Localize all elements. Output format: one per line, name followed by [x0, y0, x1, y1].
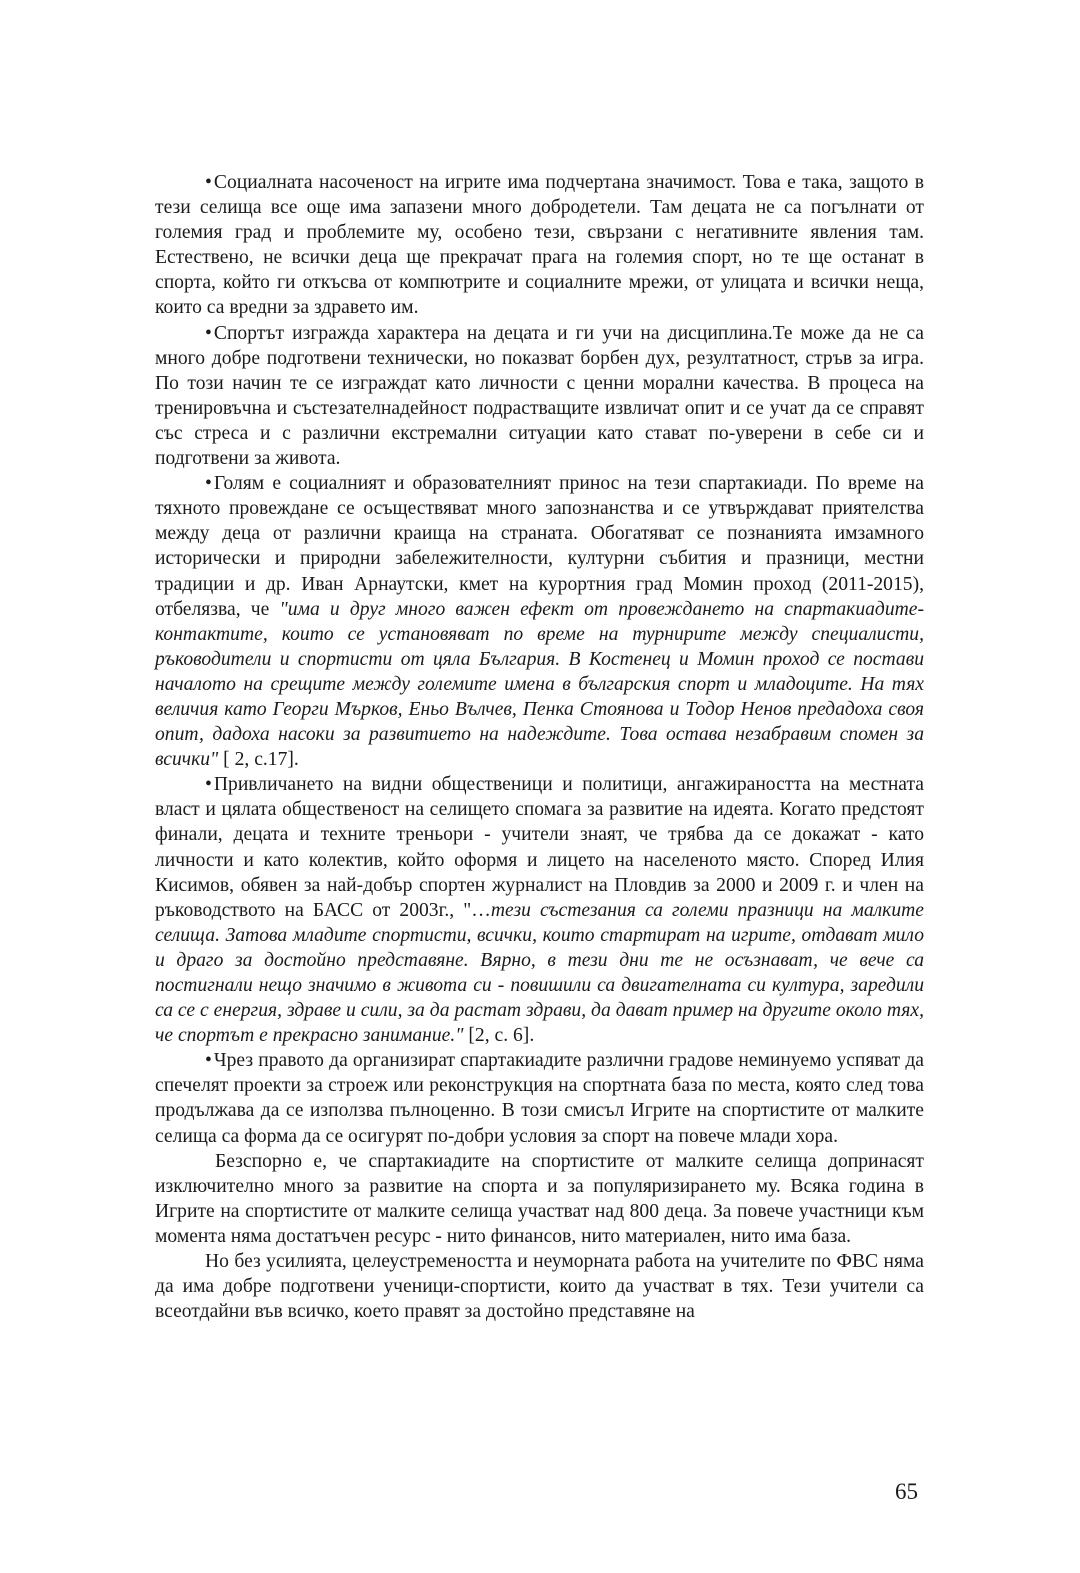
paragraph-text: Но без усилията, целеустремеността и неуморната работа на учителите по ФВС няма да има добре подготвени ученици-спортисти, които да участват в тях. Тези учители са всеотдайни във всичко, което правят за достойно представяне на [155, 1251, 924, 1323]
paragraph-4 [155, 772, 924, 1048]
paragraph-text: Социалната насоченост на игрите има подчертана значимост. Това е така, защото в тези селища все още има запазени много добродетели. Там децата не са погълнати от големия град и проблемите му, особено тези, свързани с негативните явления там. Естествено, не всички деца ще прекрачат прага на големия спорт, но те ще останат в спорта, който ги откъсва от компютрите и социалните мрежи, от улицата и всички неща, които са вредни за здравето им. [155, 172, 924, 319]
paragraph-5 [155, 1048, 924, 1148]
citation-reference: [2, с. 6]. [463, 1025, 535, 1047]
bullet-marker [205, 323, 214, 344]
bullet-marker [205, 473, 214, 494]
quotation-text: тези състезания са големи празници на малките селища. Затова младите спортисти, всички, които стартират на игрите, отдават мило и драго за достойно представяне. Вярно, в тези дни те не осъзнават, че вече са постигнали нещо значимо в живота си - повишили са двигателната си култура, заредили са се с енергия, здраве и сили, за да растат здрави, да дават пример на другите около тях, че спортът е прекрасно занимание." [155, 899, 924, 1047]
paragraph-3 [155, 471, 924, 772]
bullet-marker [205, 172, 214, 193]
paragraph-6 [155, 1149, 924, 1249]
paragraph-2 [155, 321, 924, 472]
paragraph-text: Чрез правото да организират спартакиадите различни градове неминуемо успяват да спечелят проекти за строеж или реконструкция на спортната база по места, която след това продължава да се използва пълноценно. В този смисъл Игрите на спортистите от малките селища са форма да се осигурят по-добри условия за спорт на повече млади хора. [155, 1050, 924, 1147]
quotation-text: "има и друг много важен ефект от провеждането на спартакиадите-контактите, които се установяват по време на турнирите между специалисти, ръководители и спортисти от цяла България. В Костенец и Момин проход се постави началото на срещите между големите имена в българския спорт и младоците. На тях величия като Георги Мърков, Еньо Вълчев, Пенка Стоянова и Тодор Ненов предадоха своя опит, дадоха насоки за развитието на надеждите. Това остава незабравим спомен за всички" [155, 598, 924, 771]
paragraph-7 [155, 1249, 924, 1324]
paragraph-text: Голям е социалният и образователният принос на тези спартакиади. По време на тяхното провеждане се осъществяват много запознанства и се утвърждават приятелства между деца от различни краища на страната. Обогатяват се познанията имзамного исторически и природни забележителности, културни събития и празници, местни традиции и др. Иван Арнаутски, кмет на курортния град Момин проход (2011-2015), отбелязва, че [155, 473, 924, 620]
paragraph-1 [155, 170, 924, 321]
citation-reference: [ 2, с.17]. [218, 749, 299, 771]
paragraph-text: Спортът изгражда характера на децата и ги учи на дисциплина.Те може да не са много добре подготвени технически, но показват борбен дух, резултатност, стръв за игра. По този начин те се изграждат като личности с ценни морални качества. В процеса на тренировъчна и състезателнадейност подрастващите извличат опит и се учат да се справят със стреса и с различни екстремални ситуации като стават по-уверени в себе си и подготвени за живота. [155, 322, 924, 470]
bullet-marker [205, 1050, 214, 1071]
body-text [155, 170, 924, 1324]
page-number: 65 [895, 1479, 918, 1504]
paragraph-text: Безспорно е, че спартакиадите на спортистите от малките селища допринасят изключително много за развитие на спорта и за популяризирането му. Всяка година в Игрите на спортистите от малките селища участват над 800 деца. За повече участници към момента няма достатъчен ресурс - нито финансов, нито материален, нито има база. [155, 1150, 924, 1247]
paragraph-text: Привличането на видни общественици и политици, ангажираността на местната власт и цялата общественост на селището спомага за развитие на идеята. Когато предстоят финали, децата и техните треньори - учители знаят, че трябва да се докажат - като личности и като колектив, който оформя и лицето на населеното място. Според Илия Кисимов, обявен за най-добър спортен журналист на Пловдив за 2000 и 2009 г. и член на ръководството на БАСС от 2003г., "… [155, 774, 924, 921]
bullet-marker [205, 774, 214, 795]
